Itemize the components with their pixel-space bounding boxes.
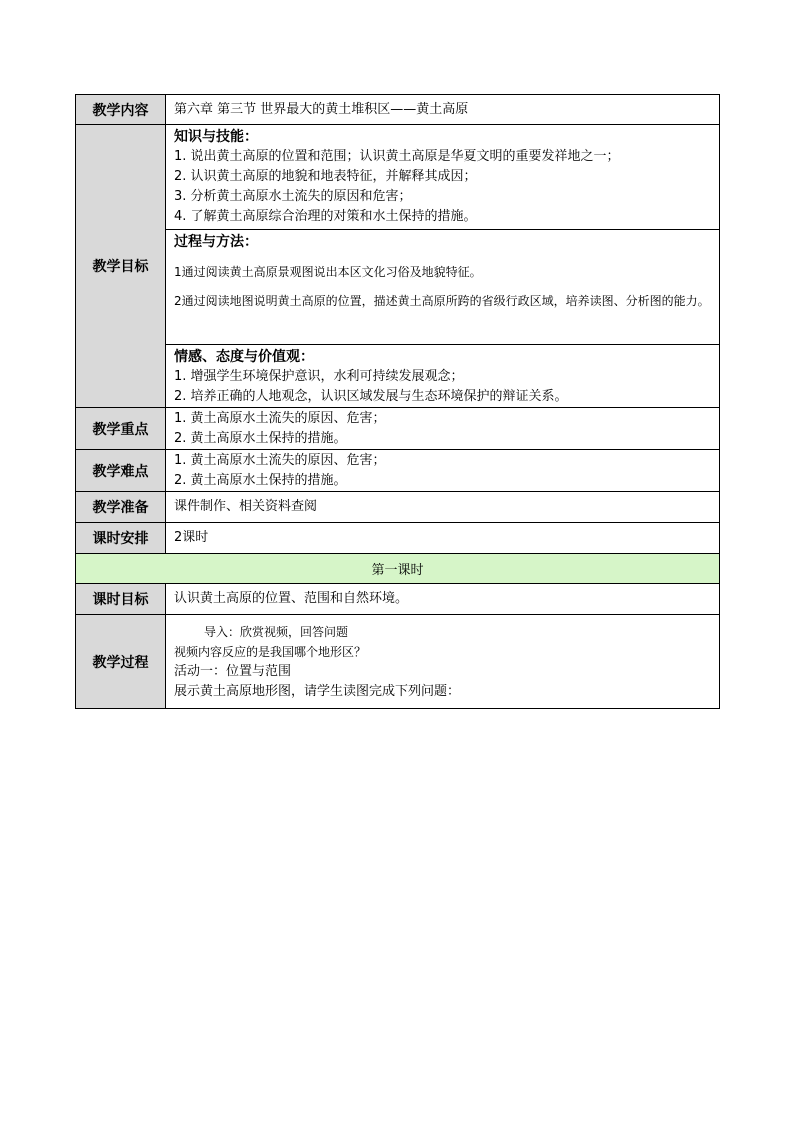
- label-teaching-goals: 教学目标: [76, 125, 166, 408]
- knowledge-item: 2. 认识黄土高原的地貌和地表特征，并解释其成因；: [174, 169, 477, 184]
- process-line: 展示黄土高原地形图，请学生读图完成下列问题：: [174, 684, 461, 699]
- emotion-item: 2. 培养正确的人地观念，认识区域发展与生态环境保护的辩证关系。: [174, 389, 568, 404]
- process-heading: 过程与方法：: [174, 234, 258, 250]
- process-item: 2通过阅读地图说明黄土高原的位置，描述黄土高原所跨的省级行政区域，培养读图、分析图的能力。: [174, 294, 710, 308]
- label-difficulties: 教学难点: [76, 450, 166, 492]
- row-session-title: [76, 554, 720, 584]
- teaching-content-value: 第六章 第三节 世界最大的黄土堆积区——黄土高原: [174, 101, 469, 117]
- label-preparation: 教学准备: [76, 492, 166, 523]
- row-schedule: [76, 523, 720, 554]
- row-preparation: [76, 492, 720, 523]
- label-schedule: 课时安排: [76, 523, 166, 554]
- knowledge-item: 1. 说出黄土高原的位置和范围；认识黄土高原是华夏文明的重要发祥地之一；: [174, 149, 620, 164]
- key-point-item: 1. 黄土高原水土流失的原因、危害；: [174, 410, 386, 426]
- label-key-points: 教学重点: [76, 408, 166, 450]
- lesson-plan-table: [75, 94, 720, 709]
- knowledge-item: 3. 分析黄土高原水土流失的原因和危害；: [174, 189, 412, 204]
- row-goals-emotion: [76, 345, 720, 408]
- row-goals-process: [76, 230, 720, 345]
- emotion-item: 1. 增强学生环境保护意识，水利可持续发展观念；: [174, 369, 464, 384]
- process-line: 视频内容反应的是我国哪个地形区？: [174, 645, 367, 659]
- row-session-goal: [76, 584, 720, 615]
- difficulty-item: 1. 黄土高原水土流失的原因、危害；: [174, 452, 386, 468]
- process-line: 导入：欣赏视频，回答问题: [204, 625, 349, 639]
- row-key-points: [76, 408, 720, 450]
- knowledge-heading: 知识与技能：: [174, 129, 258, 145]
- goals-process-cell: [166, 230, 720, 345]
- process-line: 活动一：位置与范围: [174, 664, 292, 679]
- row-teaching-process: [76, 615, 720, 709]
- label-session-goal: 课时目标: [76, 584, 166, 615]
- schedule-value: 2课时: [174, 530, 209, 545]
- label-teaching-content: 教学内容: [76, 95, 166, 125]
- label-teaching-process: 教学过程: [76, 615, 166, 709]
- row-difficulties: [76, 450, 720, 492]
- goals-knowledge-cell: [166, 125, 720, 230]
- key-point-item: 2. 黄土高原水土保持的措施。: [174, 430, 347, 446]
- session-title: 第一课时: [76, 554, 720, 584]
- difficulty-item: 2. 黄土高原水土保持的措施。: [174, 472, 347, 488]
- process-item: 1通过阅读黄土高原景观图说出本区文化习俗及地貌特征。: [174, 265, 482, 279]
- row-teaching-content: [76, 95, 720, 125]
- emotion-heading: 情感、态度与价值观：: [174, 349, 314, 365]
- goals-emotion-cell: [166, 345, 720, 408]
- session-goal-value: 认识黄土高原的位置、范围和自然环境。: [174, 591, 409, 606]
- knowledge-item: 4. 了解黄土高原综合治理的对策和水土保持的措施。: [174, 209, 477, 224]
- preparation-value: 课件制作、相关资料查阅: [174, 499, 318, 514]
- row-goals-knowledge: [76, 125, 720, 230]
